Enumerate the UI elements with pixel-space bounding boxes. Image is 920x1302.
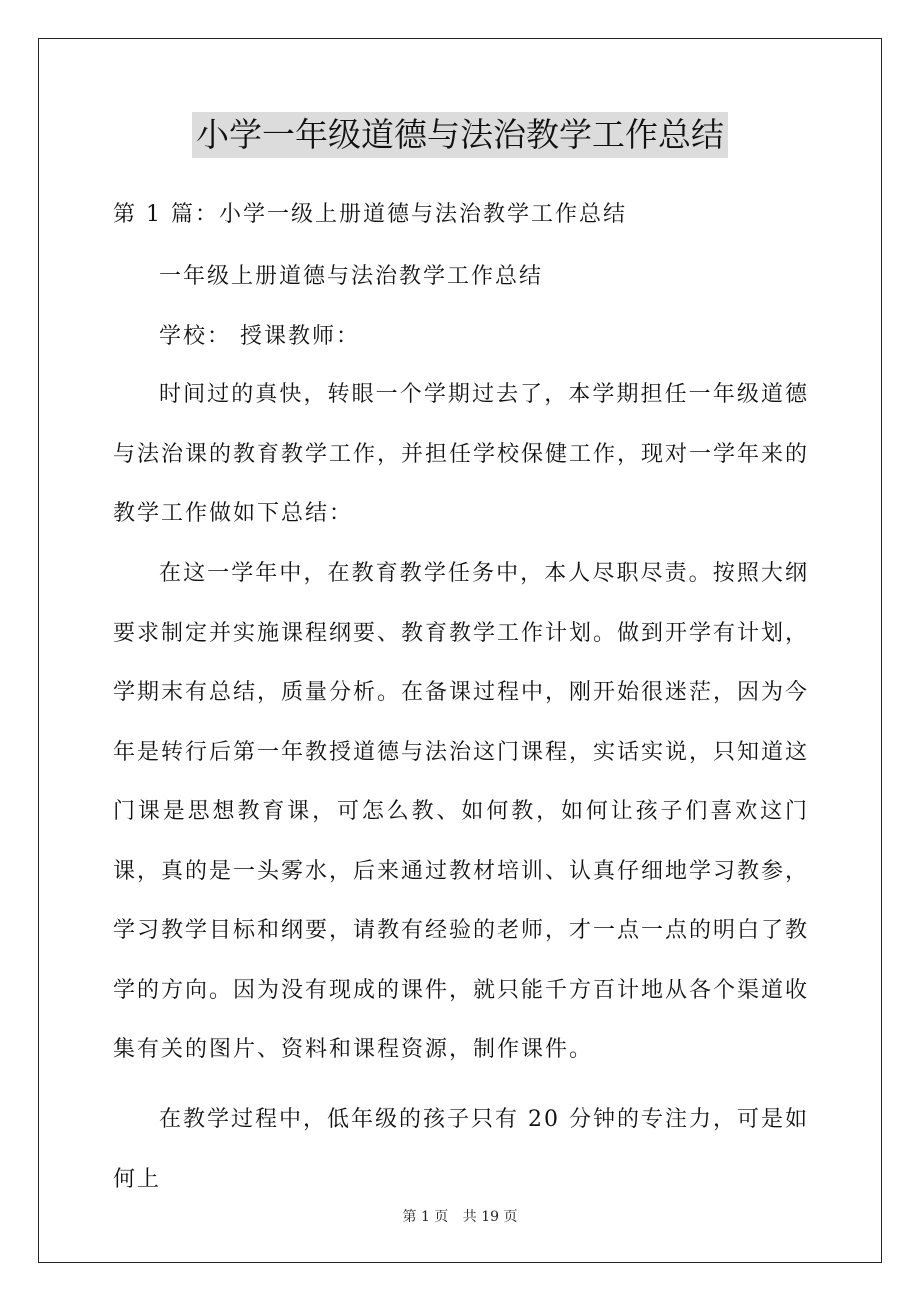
page-footer: [0, 1206, 920, 1226]
paragraph-2: 在这一学年中，在教育教学任务中，本人尽职尽责。按照大纲要求制定并实施课程纲要、教育教学工作计划。做到开学有计划，学期末有总结，质量分析。在备课过程中，刚开始很迷茫，因为今年是转行后第一年教授道德与法治这门课程，实话实说，只知道这门课是思想教育课，可怎么教、如何教，如何让孩子们喜欢这门课，真的是一头雾水，后来通过教材培训、认真仔细地学习教参，学习教学目标和纲要，请教有经验的老师，才一点一点的明白了教学的方向。因为没有现成的课件，就只能千方百计地从各个渠道收集有关的图片、资料和课程资源，制作课件。: [113, 561, 810, 1062]
paragraph-1: 时间过的真快，转眼一个学期过去了，本学期担任一年级道德与法治课的教育教学工作，并担任学校保健工作，现对一学年来的教学工作做如下总结：: [113, 382, 810, 526]
subtitle: 一年级上册道德与法治教学工作总结: [159, 264, 544, 289]
paragraph-3: 在教学过程中，低年级的孩子只有 20 分钟的专注力，可是如何上: [113, 1107, 809, 1192]
chapter-heading: 第 1 篇：小学一级上册道德与法治教学工作总结: [113, 202, 627, 227]
title-block: [0, 112, 920, 158]
page-number: 第 1 页: [402, 1209, 449, 1225]
school-teacher-line: 学校： 授课教师：: [159, 324, 360, 349]
document-title: 小学一年级道德与法治教学工作总结: [192, 112, 728, 158]
page-total: 共 19 页: [462, 1209, 518, 1225]
